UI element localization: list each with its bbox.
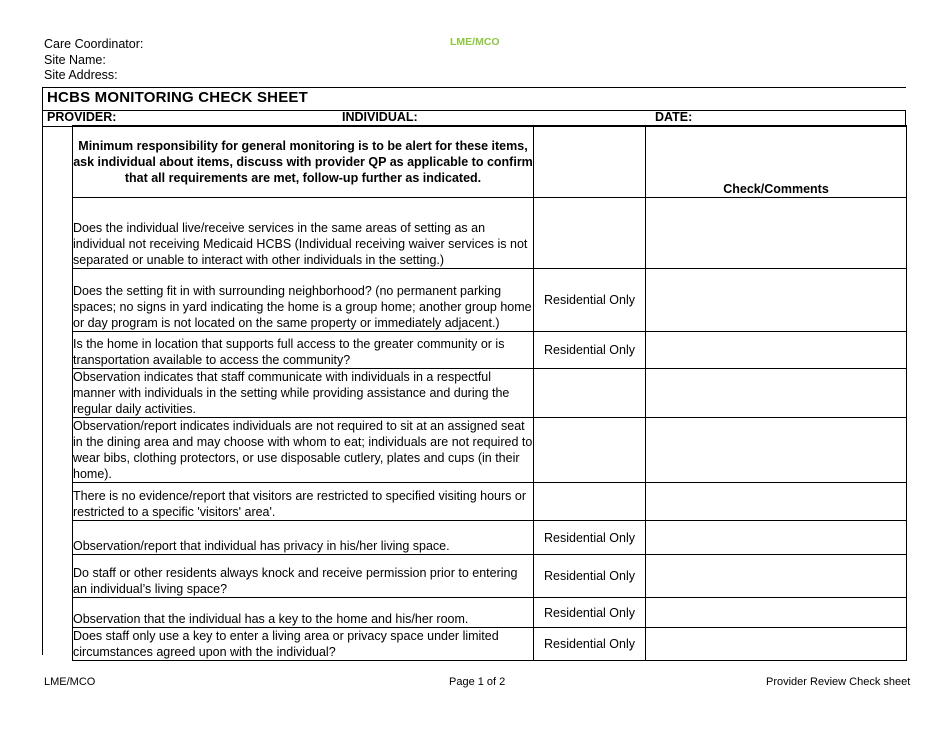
question-cell: Does the setting fit in with surrounding neighborhood? (no permanent parking spaces; no signs in yard indicating the home is a group home; another group home or day program is not located on the same property or immediately adjacent.) xyxy=(73,269,534,332)
brand-logo-text: LME/MCO xyxy=(450,36,500,48)
question-cell: Observation indicates that staff communicate with individuals in a respectful manner with individuals in the setting while providing assistance and during the regular daily activities. xyxy=(73,369,534,418)
provider-label: PROVIDER: xyxy=(47,110,117,124)
table-row xyxy=(73,332,907,369)
question-cell: Does staff only use a key to enter a living area or privacy space under limited circumstances agreed upon with the individual? xyxy=(73,628,534,661)
question-cell: Observation that the individual has a key to the home and his/her room. xyxy=(73,598,534,628)
check-comments-cell[interactable] xyxy=(646,628,907,661)
date-label: DATE: xyxy=(655,110,693,124)
scope-cell: Residential Only xyxy=(534,555,646,598)
check-comments-cell[interactable] xyxy=(646,598,907,628)
sheet-title: HCBS MONITORING CHECK SHEET xyxy=(47,89,308,106)
scope-cell: Residential Only xyxy=(534,521,646,555)
intro-text: Minimum responsibility for general monitoring is to be alert for these items, ask individual about items, discuss with provider QP as applicable to confirm that all requirements are met, follow-up further as indicated. xyxy=(73,126,534,198)
check-comments-cell[interactable] xyxy=(646,269,907,332)
question-cell: Observation/report indicates individuals are not required to sit at an assigned seat in the dining area and may choose with whom to eat; individuals are not required to wear bibs, clothing protectors, or use disposable cutlery, plates and cups (in their home). xyxy=(73,419,533,481)
question-cell: There is no evidence/report that visitors are restricted to specified visiting hours or restricted to a specific 'visitors' area'. xyxy=(73,483,534,521)
question-cell: Is the home in location that supports full access to the greater community or is transportation available to access the community? xyxy=(73,332,534,369)
table-row xyxy=(73,418,907,483)
care-coordinator-label: Care Coordinator: xyxy=(44,37,144,51)
scope-cell xyxy=(534,369,646,418)
footer-page-number: Page 1 of 2 xyxy=(449,676,506,688)
table-row xyxy=(73,628,907,661)
table-row xyxy=(73,483,907,521)
scope-cell: Residential Only xyxy=(534,332,646,369)
table-row xyxy=(73,269,907,332)
scope-cell xyxy=(534,418,646,483)
scope-cell xyxy=(534,198,646,269)
table-row xyxy=(73,598,907,628)
check-comments-cell[interactable] xyxy=(646,198,907,269)
question-cell: Do staff or other residents always knock and receive permission prior to entering an individual’s living space? xyxy=(73,555,534,598)
check-comments-header: Check/Comments xyxy=(646,126,907,198)
question-cell: Does the individual live/receive services in the same areas of setting as an individual not receiving Medicaid HCBS (Individual receiving waiver services is not separated or unable to interact with other individuals in the setting.) xyxy=(73,198,534,269)
table-row xyxy=(73,198,907,269)
check-comments-cell[interactable] xyxy=(646,369,907,418)
monitoring-table xyxy=(72,125,907,661)
intro-row xyxy=(73,126,907,198)
scope-cell: Residential Only xyxy=(534,269,646,332)
table-row xyxy=(73,369,907,418)
site-address-label: Site Address: xyxy=(44,68,118,82)
scope-cell: Residential Only xyxy=(534,598,646,628)
scope-cell-header xyxy=(534,126,646,198)
question-cell: Observation/report that individual has privacy in his/her living space. xyxy=(73,521,534,555)
left-rule xyxy=(42,88,43,655)
check-comments-cell[interactable] xyxy=(646,483,907,521)
check-comments-cell[interactable] xyxy=(646,332,907,369)
check-comments-cell[interactable] xyxy=(646,555,907,598)
table-row xyxy=(73,521,907,555)
individual-label: INDIVIDUAL: xyxy=(342,110,418,124)
scope-cell xyxy=(534,483,646,521)
site-name-label: Site Name: xyxy=(44,53,106,67)
table-row xyxy=(73,555,907,598)
check-comments-cell[interactable] xyxy=(646,418,907,483)
footer-right: Provider Review Check sheet xyxy=(766,676,911,688)
footer-left: LME/MCO xyxy=(44,676,96,688)
top-rule xyxy=(42,87,906,88)
check-comments-cell[interactable] xyxy=(646,521,907,555)
scope-cell: Residential Only xyxy=(534,628,646,661)
